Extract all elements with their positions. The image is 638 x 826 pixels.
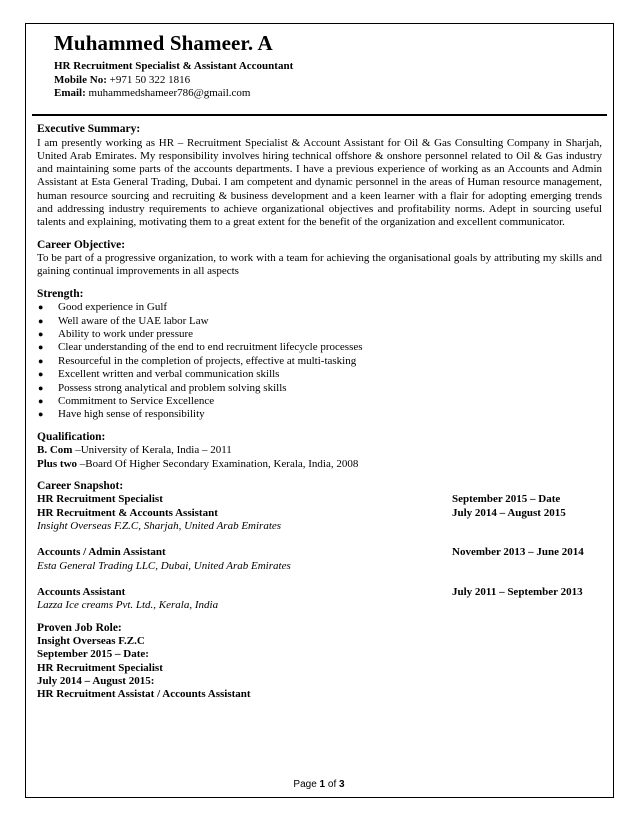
bullet-icon: ● — [38, 409, 44, 420]
bullet-icon: ● — [38, 382, 44, 393]
bullet-icon: ● — [38, 396, 44, 407]
header-divider — [32, 114, 607, 116]
list-item: ● Have high sense of responsibility — [38, 408, 205, 421]
snapshot-row: Accounts / Admin Assistant November 2013 – June 2014 — [37, 546, 584, 559]
list-item: ● Excellent written and verbal communication skills — [38, 368, 280, 381]
email-line — [54, 87, 604, 101]
job-title: HR Recruitment Specialist & Assistant Accountant — [54, 60, 294, 72]
snapshot-title: Career Snapshot: — [37, 479, 124, 492]
page-number: Page 1 of 3 — [293, 779, 345, 790]
snapshot-company: Lazza Ice creams Pvt. Ltd., Kerala, India — [37, 599, 219, 612]
bullet-icon: ● — [38, 315, 44, 326]
proven-line: September 2015 – Date: — [37, 648, 149, 661]
bullet-icon: ● — [38, 328, 44, 339]
proven-title: Proven Job Role: — [37, 621, 122, 634]
snapshot-row: HR Recruitment Specialist September 2015 – Date — [37, 493, 561, 506]
proven-line: July 2014 – August 2015: — [37, 674, 155, 687]
list-item: ● Ability to work under pressure — [38, 327, 194, 340]
list-item: ● Well aware of the UAE labor Law — [38, 314, 209, 327]
list-item: ● Resourceful in the completion of projects, effective at multi-tasking — [38, 354, 357, 367]
summary-title: Executive Summary: — [37, 123, 141, 135]
mobile-label: Mobile No: — [54, 73, 107, 86]
snapshot-company: Esta General Trading LLC, Dubai, United Arab Emirates — [37, 559, 291, 572]
bullet-icon: ● — [38, 342, 44, 353]
strength-title: Strength: — [37, 287, 84, 300]
email-label: Email: — [54, 87, 86, 99]
list-item: ● Good experience in Gulf — [38, 301, 168, 314]
list-item: ● Commitment to Service Excellence — [38, 395, 215, 408]
bullet-icon: ● — [38, 355, 44, 366]
strength-list — [37, 301, 602, 422]
bullet-icon: ● — [38, 302, 44, 313]
mobile-line — [54, 74, 604, 88]
resume-body — [37, 123, 602, 701]
snapshot-row: HR Recruitment & Accounts Assistant July 2014 – August 2015 — [37, 506, 566, 519]
summary-text: I am presently working as HR – Recruitment Specialist & Account Assistant for Oil & Gas Consulting Company in Sharjah, United Arab Emirates. My responsibility involves hiring technical offshore & onshore personnel related to Oil & Gas industry and maintaining some parts of the accounts departments. I have a previous experience of working as an Accounts and Admin Assistant at Esta General Trading, Dubai. I am competent and dynamic personnel in the areas of Human resource management, human resource sourcing and recruiting & business development and a keen learner with a flair for adopting emerging trends and addressing industry requirements to achieve organizational objectives and profitability norms. Adept in sourcing useful talents and explaining, motivating them to a great extent for the benefit of the organization and excellent communicator. — [37, 136, 602, 229]
objective-title: Career Objective: — [37, 238, 126, 251]
bullet-icon: ● — [38, 369, 44, 380]
proven-line: HR Recruitment Specialist — [37, 661, 163, 674]
proven-line: Insight Overseas F.Z.C — [37, 635, 145, 647]
snapshot-row: Accounts Assistant July 2011 – September 2013 — [37, 585, 583, 598]
list-item: ● Possess strong analytical and problem solving skills — [38, 381, 287, 394]
list-item: ● Clear understanding of the end to end recruitment lifecycle processes — [38, 341, 363, 354]
snapshot-company: Insight Overseas F.Z.C, Sharjah, United Arab Emirates — [37, 520, 282, 533]
qualification-item: Plus two –Board Of Higher Secondary Examination, Kerala, India, 2008 — [37, 457, 359, 470]
qualification-item: B. Com –University of Kerala, India – 2011 — [37, 444, 232, 457]
mobile-value: +971 50 322 1816 — [106, 73, 191, 86]
candidate-name: Muhammed Shameer. A — [54, 31, 273, 55]
qualification-title: Qualification: — [37, 430, 106, 443]
objective-text: To be part of a progressive organization, to work with a team for achieving the organisational goals by attributing my skills and gaining continual improvements in all aspects — [37, 252, 602, 278]
email-value: muhammedshameer786@gmail.com — [85, 87, 251, 99]
proven-line: HR Recruitment Assistat / Accounts Assistant — [37, 688, 251, 701]
resume-header — [54, 30, 604, 101]
